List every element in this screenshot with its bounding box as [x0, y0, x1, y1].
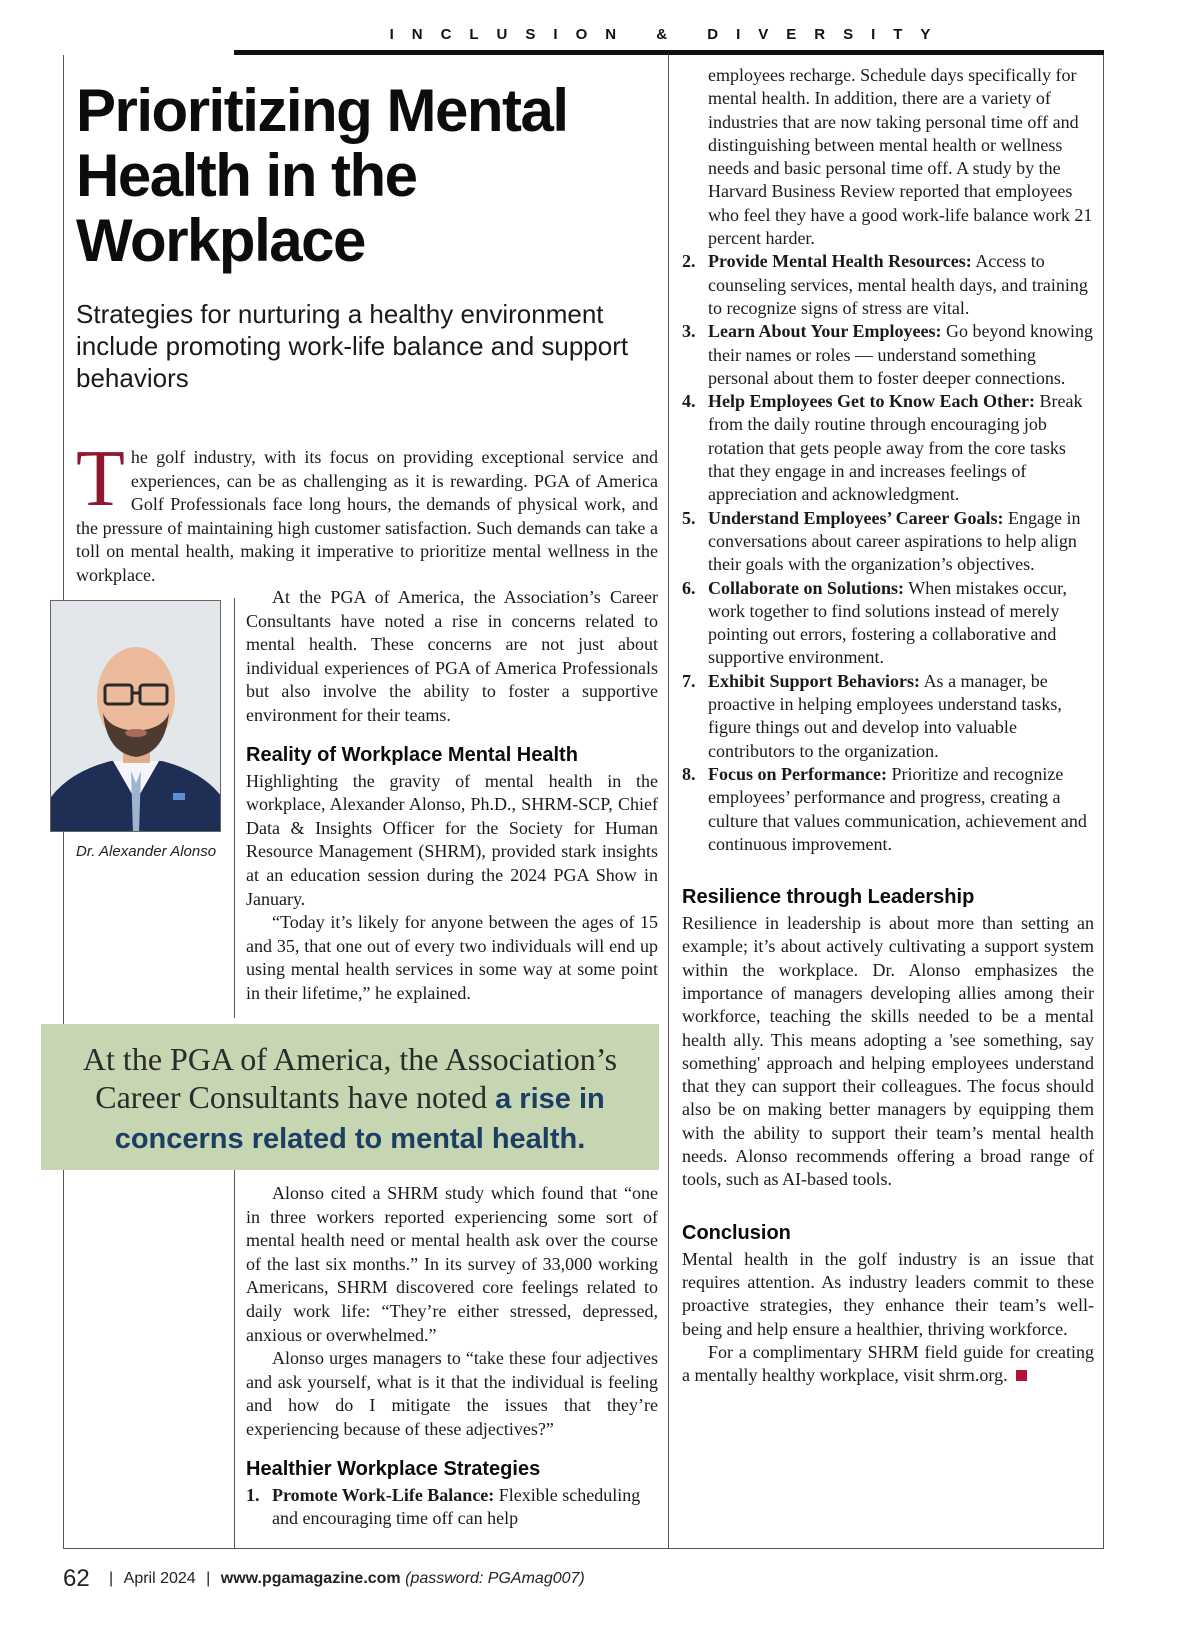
frame-bottom-border — [63, 1548, 1104, 1549]
strategy-item — [682, 763, 1094, 856]
strategy-number: 1. — [246, 1484, 260, 1505]
body-paragraph: At the PGA of America, the Association’s Career Consultants have noted a rise in concerns related to mental health. These concerns are not just about individual experiences of PGA of America Professionals but also involve the ability to foster a supportive environment for their teams. — [246, 587, 658, 725]
intro-paragraph — [76, 435, 658, 588]
body-paragraph: Highlighting the gravity of mental health in the workplace, Alexander Alonso, Ph.D., SHRM-SCP, Chief Data & Insights Officer for the Society for Human Resource Management (SHRM), provided stark insights at an education session during the 2024 PGA Show in January. — [246, 770, 658, 909]
strategy-text: Prioritize and recognize employees’ performance and progress, creating a culture that values communication, achievement and continuous improvement. — [708, 763, 1087, 854]
pull-quote — [41, 1024, 659, 1170]
footer-separator: | — [206, 1570, 211, 1587]
password-note: (password: PGAmag007) — [405, 1570, 585, 1587]
photo-caption: Dr. Alexander Alonso — [76, 843, 217, 860]
end-mark-icon — [1016, 1370, 1027, 1381]
strategy-item — [682, 577, 1094, 670]
strategy-number: 8. — [682, 763, 696, 784]
intro-text: he golf industry, with its focus on providing exceptional service and experiences, can be as challenging as it is rewarding. PGA of America Golf Professionals face long hours, the demands of physical work, and the pressure of maintaining high customer satisfaction. Such demands can take a toll on mental health, making it imperative to prioritize mental wellness in the workplace. — [76, 447, 658, 585]
strategy-title: Exhibit Support Behaviors: — [708, 670, 921, 691]
strategy-text: Engage in conversations about career aspirations to help align their goals with the organization’s objectives. — [708, 507, 1081, 575]
article-deck: Strategies for nurturing a healthy environment include promoting work-life balance and support behaviors — [76, 299, 629, 393]
top-rule — [234, 50, 1104, 55]
strategy-item — [682, 507, 1094, 577]
strategy-item — [682, 390, 1094, 506]
strategy-text: As a manager, be proactive in helping employees understand tasks, figure things out and develop into valuable contributors to the organization. — [708, 670, 1062, 761]
closing-text: For a complimentary SHRM field guide for creating a mentally healthy workplace, visit shrm.org. — [682, 1341, 1094, 1386]
sub-column-divider — [234, 598, 235, 1018]
portrait-illustration — [51, 601, 221, 832]
pull-quote-bold: a rise in concerns related to mental health. — [114, 1083, 605, 1155]
strategy-item — [682, 670, 1094, 763]
closing-paragraph — [682, 1341, 1094, 1388]
section-label: INCLUSION & DIVERSITY — [389, 26, 949, 43]
strategy-number: 4. — [682, 391, 696, 412]
strategy-text: Go beyond knowing their names or roles — understand something personal about them to foster deeper connections. — [708, 321, 1094, 388]
strategy-title: Collaborate on Solutions: — [708, 577, 905, 598]
body-paragraph: Alonso urges managers to “take these four adjectives and ask yourself, what is it that the individual is feeling and how do I mitigate the issues that they’re experiencing because of these adjectives?” — [246, 1348, 658, 1439]
strategy-item — [682, 250, 1094, 320]
strategy-list — [682, 250, 1094, 856]
strategy-text: Break from the daily routine through encouraging job rotation that gets people away from the core tasks that they engage in and increases feelings of appreciation and acknowledgment. — [708, 391, 1083, 505]
strategy-text: When mistakes occur, work together to find solutions instead of merely pointing out errors, fostering a collaborative and supportive environment. — [708, 577, 1067, 668]
subhead-conclusion: Conclusion — [682, 1221, 791, 1244]
body-paragraph: Alonso cited a SHRM study which found that “one in three workers reported experiencing some sort of mental health need or mental health ask over the course of the last six months.” In its survey of 33,000 working Americans, SHRM discovered core feelings related to daily work life: “They’re either stressed, depressed, anxious or overwhelmed.” — [246, 1183, 658, 1345]
footer-separator: | — [100, 1570, 114, 1587]
page-number: 62 — [63, 1565, 90, 1592]
issue-date: April 2024 — [123, 1570, 196, 1587]
strategy-number: 3. — [682, 321, 696, 342]
pull-quote-regular: At the PGA of America, the Association’s Career Consultants have noted — [82, 1041, 618, 1115]
page-footer — [63, 1565, 863, 1595]
conclusion-paragraph: Mental health in the golf industry is an issue that requires attention. As industry leaders commit to these proactive strategies, they enhance their team’s well-being and help ensure a healthier, thriving workforce. — [682, 1248, 1094, 1339]
body-paragraph: “Today it’s likely for anyone between the ages of 15 and 35, that one out of every two individuals will end up using mental health services in some way at some point in their lifetime,” he explained. — [246, 912, 658, 1003]
strategy-title: Promote Work-Life Balance: — [272, 1484, 495, 1505]
strategy-title: Provide Mental Health Resources: — [708, 251, 972, 272]
strategy-title: Understand Employees’ Career Goals: — [708, 507, 1004, 528]
subhead-strategies: Healthier Workplace Strategies — [246, 1457, 541, 1480]
strategy-number: 2. — [682, 251, 696, 272]
right-column — [682, 64, 1094, 1387]
strategy-title: Help Employees Get to Know Each Other: — [708, 391, 1035, 412]
article-headline: Prioritizing Mental Health in the Workplace — [76, 77, 568, 274]
magazine-url-link[interactable]: www.pgamagazine.com — [220, 1570, 401, 1587]
body-column-lower — [246, 1182, 658, 1531]
strategy-number: 6. — [682, 577, 696, 598]
strategy-title: Learn About Your Employees: — [708, 321, 942, 342]
strategy-item — [246, 1484, 658, 1531]
strategy-continued-text: employees recharge. Schedule days specifically for mental health. In addition, there are a variety of industries that are now taking personal time off and distinguishing between mental health or wellness needs and basic personal time off. A study by the Harvard Business Review reported that employees who feel they have a good work-life balance work 21 percent harder. — [708, 65, 1093, 249]
strategy-item — [682, 320, 1094, 390]
body-column-upper — [246, 586, 658, 1006]
column-divider — [668, 55, 669, 1548]
strategy-number: 5. — [682, 507, 696, 528]
resilience-paragraph: Resilience in leadership is about more than setting an example; it’s about actively cultivating a support system within the workplace. Dr. Alonso emphasizes the importance of managers developing allies among their workforce, teaching the skills needed to be a mental health ally. This means adopting a 'see something, say something' approach and helping employees understand that they can support their colleagues. The focus should also be on making better managers by equipping them with the ability to support their team’s mental health needs. Alonso recommends offering a broad range of tools, such as AI-based tools. — [682, 913, 1094, 1190]
strategy-text: Flexible scheduling and encouraging time off can help — [272, 1484, 641, 1529]
drop-cap: T — [76, 435, 125, 523]
author-photo — [50, 600, 221, 832]
strategy-number: 7. — [682, 670, 696, 691]
strategy-title: Focus on Performance: — [708, 763, 887, 784]
strategy-text: Access to counseling services, mental health days, and training to recognize signs of stress are vital. — [708, 251, 1088, 318]
subhead-reality: Reality of Workplace Mental Health — [246, 743, 578, 766]
frame-right-border — [1103, 55, 1104, 1548]
sub-column-divider — [234, 1170, 235, 1548]
subhead-resilience: Resilience through Leadership — [682, 886, 975, 909]
